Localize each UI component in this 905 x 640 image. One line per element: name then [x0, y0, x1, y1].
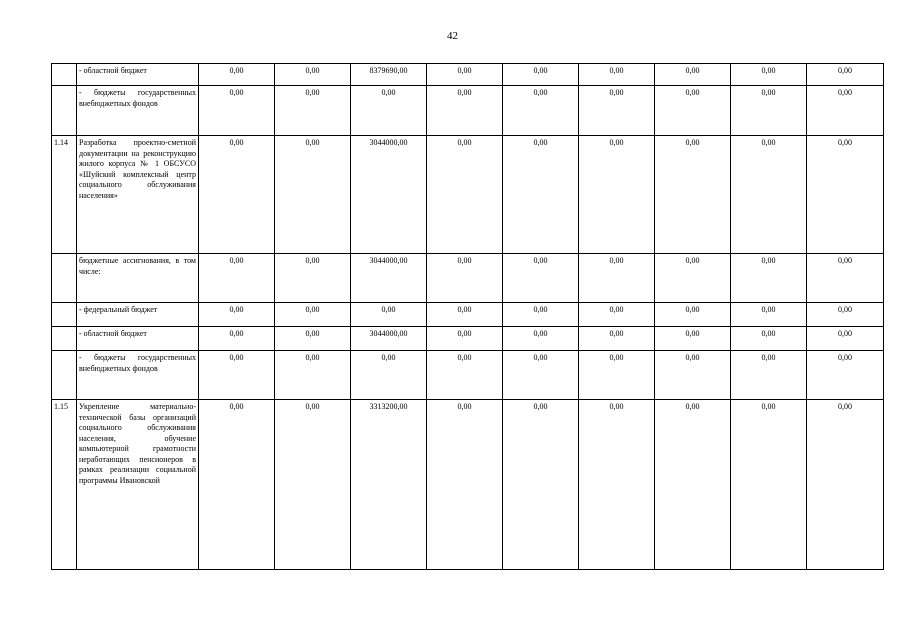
value-cell: 0,00	[807, 327, 884, 351]
table-row	[52, 136, 884, 254]
value-cell: 0,00	[275, 254, 351, 303]
value-cell: 0,00	[199, 303, 275, 327]
value-cell: 0,00	[807, 64, 884, 86]
value-cell: 0,00	[199, 400, 275, 570]
row-number	[52, 351, 77, 400]
value-cell: 0,00	[427, 254, 503, 303]
value-cell: 0,00	[275, 64, 351, 86]
table-body	[52, 64, 884, 570]
row-name: - федеральный бюджет	[77, 303, 199, 327]
value-cell: 0,00	[503, 86, 579, 136]
value-cell: 0,00	[503, 254, 579, 303]
row-number: 1.14	[52, 136, 77, 254]
value-cell: 0,00	[503, 351, 579, 400]
row-number	[52, 303, 77, 327]
table-row	[52, 64, 884, 86]
value-cell: 0,00	[731, 136, 807, 254]
value-cell: 0,00	[427, 400, 503, 570]
value-cell: 0,00	[579, 136, 655, 254]
row-name: - областной бюджет	[77, 64, 199, 86]
value-cell: 0,00	[427, 64, 503, 86]
value-cell: 0,00	[275, 351, 351, 400]
value-cell: 0,00	[807, 86, 884, 136]
row-name: бюджетные ассигнования, в том числе:	[77, 254, 199, 303]
value-cell: 0,00	[807, 254, 884, 303]
value-cell: 0,00	[579, 254, 655, 303]
value-cell: 0,00	[731, 254, 807, 303]
value-cell: 0,00	[275, 303, 351, 327]
value-cell: 0,00	[807, 136, 884, 254]
value-cell: 0,00	[427, 327, 503, 351]
value-cell: 0,00	[199, 327, 275, 351]
page-number: 42	[447, 30, 458, 42]
value-cell: 0,00	[503, 327, 579, 351]
value-cell: 0,00	[579, 303, 655, 327]
row-name: - бюджеты государственных внебюджетных фондов	[77, 86, 199, 136]
row-number	[52, 86, 77, 136]
value-cell: 0,00	[351, 303, 427, 327]
value-cell: 3044000,00	[351, 136, 427, 254]
row-name: Укрепление материально-технической базы организаций социального обслуживания населения, обучение компьютерной грамотности неработающих пенсионеров в рамках реализации социальной программы Ивановской	[77, 400, 199, 570]
value-cell: 0,00	[351, 351, 427, 400]
value-cell: 0,00	[655, 254, 731, 303]
budget-table	[51, 63, 884, 570]
value-cell: 0,00	[655, 136, 731, 254]
value-cell: 0,00	[731, 86, 807, 136]
value-cell: 0,00	[579, 351, 655, 400]
value-cell: 0,00	[503, 136, 579, 254]
value-cell: 0,00	[731, 327, 807, 351]
value-cell: 0,00	[275, 327, 351, 351]
table-row	[52, 254, 884, 303]
value-cell: 0,00	[807, 351, 884, 400]
row-name: - бюджеты государственных внебюджетных фондов	[77, 351, 199, 400]
value-cell: 0,00	[427, 86, 503, 136]
value-cell: 0,00	[655, 303, 731, 327]
value-cell: 0,00	[731, 303, 807, 327]
value-cell: 0,00	[427, 303, 503, 327]
table-row	[52, 400, 884, 570]
value-cell: 0,00	[199, 136, 275, 254]
value-cell: 0,00	[503, 303, 579, 327]
table-row	[52, 303, 884, 327]
value-cell: 3044000,00	[351, 254, 427, 303]
table-row	[52, 351, 884, 400]
value-cell: 0,00	[807, 400, 884, 570]
value-cell: 0,00	[199, 351, 275, 400]
value-cell: 3313200,00	[351, 400, 427, 570]
row-number: 1.15	[52, 400, 77, 570]
value-cell: 0,00	[427, 136, 503, 254]
value-cell: 0,00	[655, 86, 731, 136]
value-cell: 0,00	[503, 400, 579, 570]
value-cell: 0,00	[275, 136, 351, 254]
value-cell: 0,00	[807, 303, 884, 327]
value-cell: 0,00	[199, 64, 275, 86]
value-cell: 0,00	[655, 327, 731, 351]
row-number	[52, 64, 77, 86]
value-cell: 0,00	[199, 254, 275, 303]
value-cell: 0,00	[655, 400, 731, 570]
value-cell: 0,00	[579, 400, 655, 570]
row-name: - областной бюджет	[77, 327, 199, 351]
table-row	[52, 327, 884, 351]
value-cell: 0,00	[579, 64, 655, 86]
value-cell: 0,00	[275, 400, 351, 570]
value-cell: 0,00	[199, 86, 275, 136]
value-cell: 0,00	[275, 86, 351, 136]
value-cell: 3044000,00	[351, 327, 427, 351]
value-cell: 8379690,00	[351, 64, 427, 86]
value-cell: 0,00	[351, 86, 427, 136]
value-cell: 0,00	[655, 351, 731, 400]
row-name: Разработка проектно-сметной документации на реконструкцию жилого корпуса № 1 ОБСУСО «Шуйский комплексный центр социального обслуживания населения»	[77, 136, 199, 254]
table-row	[52, 86, 884, 136]
value-cell: 0,00	[731, 400, 807, 570]
value-cell: 0,00	[503, 64, 579, 86]
value-cell: 0,00	[655, 64, 731, 86]
value-cell: 0,00	[731, 64, 807, 86]
value-cell: 0,00	[579, 327, 655, 351]
row-number	[52, 327, 77, 351]
value-cell: 0,00	[579, 86, 655, 136]
row-number	[52, 254, 77, 303]
value-cell: 0,00	[427, 351, 503, 400]
value-cell: 0,00	[731, 351, 807, 400]
